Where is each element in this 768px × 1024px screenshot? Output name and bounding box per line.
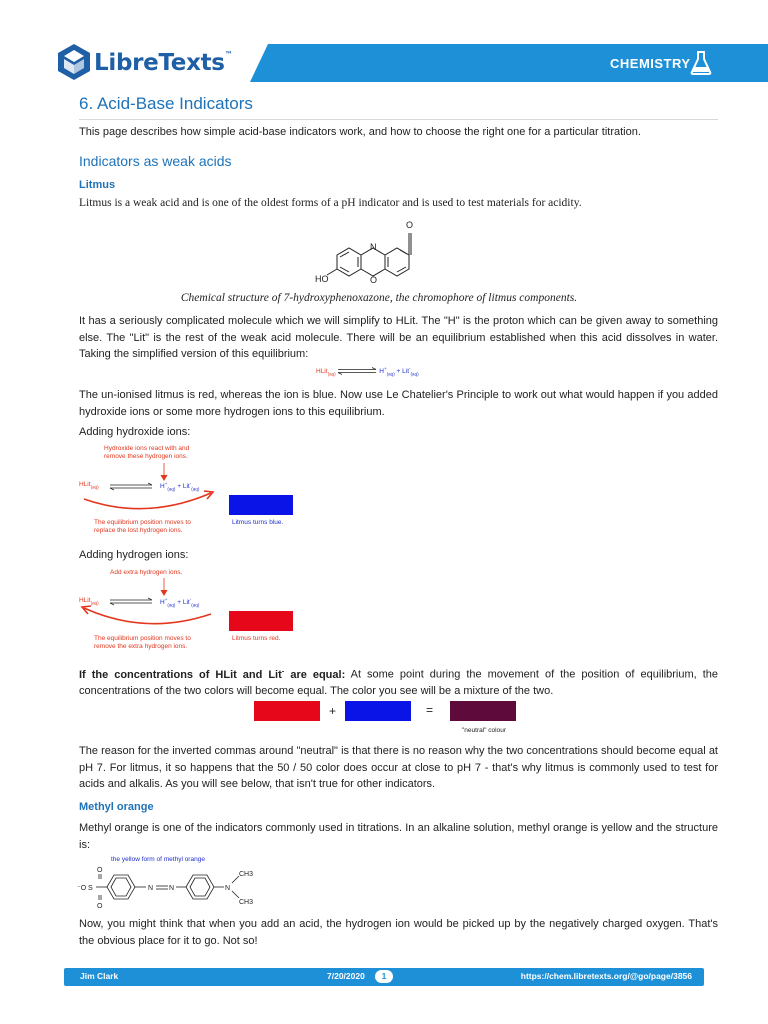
footer-page-number: 1 [375,970,393,983]
title-divider [79,119,718,120]
litmus-ho-label: HO [315,274,329,284]
hydroxide-result: Litmus turns blue. [232,519,284,526]
equilibrium-equation: HLit$_{(aq)}$ $H^+_{(aq)} + Lit^-_{(aq)}$ [316,366,419,377]
section-heading-weak-acids: Indicators as weak acids [79,153,232,169]
hydrogen-label: Adding hydrogen ions: [79,549,189,561]
hydroxide-label: Adding hydroxide ions: [79,426,191,438]
mo-o-bottom: O [97,903,103,910]
hydrogen-hlit: HLit$_{(aq)}$ [79,597,99,606]
page-title: 6. Acid-Base Indicators [79,94,253,113]
logo-wordmark[interactable]: LibreTexts™ [94,50,233,76]
footer-date: 7/20/2020 [327,971,365,981]
mo-ch3-top: CH3 [239,871,254,878]
equal-concentration-paragraph: If the concentrations of HLit and Lit- are equal: At some point during the movement of the position of equilibrium, the concentrations of the two colors will become equal. The color you see will be a mixture of the two. [79,666,718,698]
intro-text: This page describes how simple acid-base indicators work, and how to choose the right one for a particular titration. [79,126,641,138]
litmus-n-label: N [370,242,377,252]
neutral-label: "neutral" colour [462,727,506,734]
structure-caption: Chemical structure of 7-hydroxyphenoxazone, the chromophore of litmus components. [180,292,578,304]
mo-n3: N [225,885,231,892]
mo-n2: N [169,885,175,892]
litmus-o-keto-label: O [406,220,414,230]
litmus-structure-diagram [315,215,460,290]
footer-author: Jim Clark [80,971,119,981]
yellow-form-label: the yellow form of methyl orange [111,856,205,863]
subheading-methyl-orange: Methyl orange [79,801,154,813]
hydroxide-diagram [76,463,226,523]
libretexts-logo-icon [57,43,91,81]
hydrogen-shift-note: The equilibrium position moves to remove the extra hydrogen ions. [94,635,191,650]
hydroxide-shift-note: The equilibrium position moves to replace the lost hydrogen ions. [94,519,191,534]
neutral-swatch [450,701,516,721]
final-paragraph: Now, you might think that when you add an acid, the hydrogen ion would be picked up by the negatively charged oxygen. That's the obvious place for it to go. Not so! [79,918,718,947]
methyl-paragraph: Methyl orange is one of the indicators commonly used in titrations. In an alkaline solution, methyl orange is yellow and the structure is: [79,822,718,851]
hydroxide-hlit: HLit$_{(aq)}$ [79,481,99,490]
hydroxide-note: Hydroxide ions react with and remove these hydrogen ions. [104,445,190,460]
mo-s: S [88,885,93,892]
hydrogen-diagram [76,578,226,638]
mix-equals: = [426,703,434,717]
mo-o-top: O [97,867,103,874]
mo-ch3-bottom: CH3 [239,899,254,906]
flask-icon [690,50,712,76]
methyl-orange-structure [76,864,266,910]
hydrogen-ions: $H^+_{(aq)} + Lit^-_{(aq)}$ [160,597,200,608]
mo-n1: N [148,885,154,892]
mix-plus: + [329,704,337,718]
mix-red-swatch [254,701,320,721]
page-header [0,0,768,95]
hydrogen-note: Add extra hydrogen ions. [110,569,183,576]
lechatelier-paragraph: The un-ionised litmus is red, whereas the ion is blue. Now use Le Chatelier's Principle to work out what would happen if you added hydroxide ions or some more hydrogen ions to this equilibrium. [79,389,718,418]
hydroxide-ions: $H^+_{(aq)} + Lit^-_{(aq)}$ [160,481,200,492]
litmus-intro: Litmus is a weak acid and is one of the oldest forms of a pH indicator and is used to test materials for acidity. [79,197,582,209]
neutral-paragraph: The reason for the inverted commas around "neutral" is that there is no reason why the two concentrations should become equal at pH 7. For litmus, it so happens that the 50 / 50 color does occur at close to pH 7 - that's why litmus is commonly used to test for acids and alkalis. As you will see below, that isn't true for other indicators. [79,745,718,790]
page-footer [64,968,704,986]
mix-blue-swatch [345,701,411,721]
blue-swatch [229,495,293,515]
hlit-paragraph: It has a seriously complicated molecule which we will simplify to HLit. The "H" is the proton which can be given away to something else. The "Lit" is the rest of the weak acid molecule. There will be an equilibrium established when this acid dissolves in water. Taking the simplified version of this equilibrium: [79,315,718,360]
equilibrium-arrow-icon [337,367,377,375]
hydrogen-result: Litmus turns red. [232,635,281,642]
footer-url[interactable]: https://chem.libretexts.org/@go/page/3856 [520,971,692,981]
litmus-o-ring-label: O [370,275,378,285]
red-swatch [229,611,293,631]
mo-neg-o: ⁻O [77,885,87,892]
subheading-litmus: Litmus [79,179,116,191]
subject-label[interactable]: CHEMISTRY [610,56,691,71]
